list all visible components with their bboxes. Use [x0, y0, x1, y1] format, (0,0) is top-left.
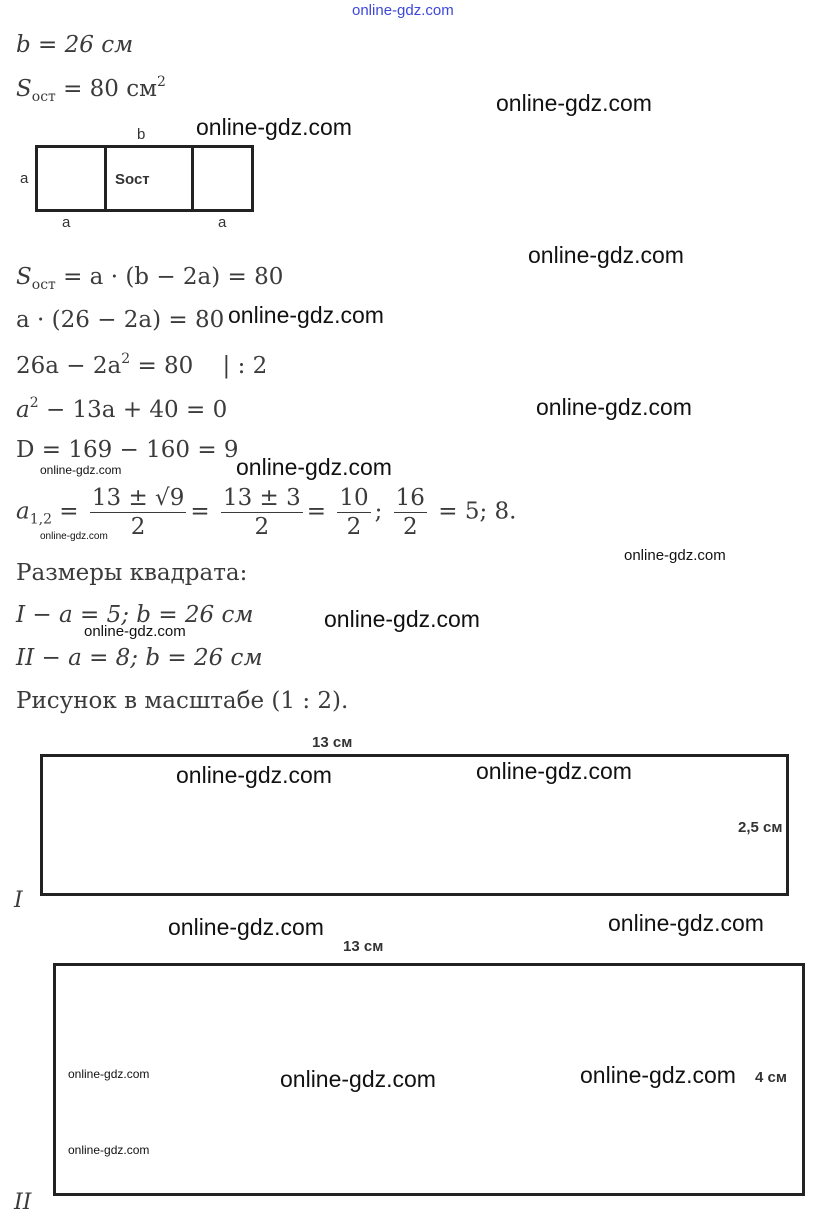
- rect2-roman: II: [14, 1190, 32, 1215]
- watermark-2: online-gdz.com: [196, 114, 352, 140]
- watermark-7: online-gdz.com: [324, 606, 480, 632]
- sizes-title: Размеры квадрата:: [16, 560, 248, 586]
- eq-quadratic: $a^2 - 13a + 40 = 0$: [16, 395, 228, 423]
- watermark-5: online-gdz.com: [536, 394, 692, 420]
- case-one: I − a = 5; b = 26 см: [16, 602, 254, 628]
- fraction-3: $\frac{10}{2}$: [339, 485, 369, 540]
- eq-substitution: a · (26 − 2a) = 80: [16, 307, 225, 333]
- scale-note: Рисунок в масштабе (1 : 2).: [16, 688, 349, 714]
- watermark-10: online-gdz.com: [168, 914, 324, 940]
- rect1-height-label: 2,5 см: [738, 819, 783, 836]
- eq-s-ost: $S_{ост} = a \cdot (b - 2a) = 80$: [16, 264, 284, 293]
- label-a-left: a: [20, 170, 29, 187]
- rect1-width-label: 13 см: [312, 734, 353, 751]
- rect2-height-label: 4 см: [755, 1069, 787, 1086]
- eq-expanded: $26a - 2a^2 = 80$ | : 2: [16, 351, 268, 379]
- fraction-1: $\frac{13 \pm √9}{2}$: [91, 485, 185, 540]
- watermark-small-4: online-gdz.com: [84, 623, 186, 640]
- rectangle-one: [40, 754, 789, 896]
- label-s-ost: Sост: [115, 171, 150, 188]
- watermark-8: online-gdz.com: [176, 762, 332, 788]
- rect1-roman: I: [14, 888, 23, 913]
- watermark-small-1: online-gdz.com: [40, 463, 122, 477]
- label-b: b: [137, 126, 146, 143]
- case-two: II − a = 8; b = 26 см: [16, 645, 263, 671]
- fraction-2: $\frac{13 \pm 3}{2}$: [222, 485, 301, 540]
- rect2-width-label: 13 см: [343, 938, 384, 955]
- watermark-4: online-gdz.com: [228, 302, 384, 328]
- eq-discriminant: D = 169 − 160 = 9: [16, 437, 239, 463]
- watermark-1: online-gdz.com: [496, 90, 652, 116]
- watermark-small-6: online-gdz.com: [68, 1143, 150, 1157]
- label-a-bottom-left: a: [62, 214, 71, 231]
- watermark-13: online-gdz.com: [580, 1062, 736, 1088]
- watermark-9: online-gdz.com: [476, 758, 632, 784]
- label-a-bottom-right: a: [218, 214, 227, 231]
- watermark-small-3: online-gdz.com: [624, 547, 726, 564]
- strip-divider-right: [191, 145, 194, 212]
- fraction-4: $\frac{16}{2}$: [395, 485, 425, 540]
- given-b: b = 26 см: [16, 32, 134, 58]
- given-s: $S_{ост} = 80$ $см^2$: [16, 74, 166, 105]
- watermark-small-5: online-gdz.com: [68, 1067, 150, 1081]
- watermark-3: online-gdz.com: [528, 242, 684, 268]
- strip-divider-left: [104, 145, 107, 212]
- top-watermark: online-gdz.com: [352, 2, 454, 19]
- watermark-small-2: online-gdz.com: [40, 531, 108, 542]
- eq-roots: $a_{1,2}$ = $\frac{13 \pm √9}{2}$ = $\frac{13 \pm 3}{2}$ = $\frac{10}{2}$ ; $\frac{16}{2}$ = 5; 8.: [16, 485, 517, 540]
- watermark-11: online-gdz.com: [608, 910, 764, 936]
- watermark-6: online-gdz.com: [236, 454, 392, 480]
- watermark-12: online-gdz.com: [280, 1066, 436, 1092]
